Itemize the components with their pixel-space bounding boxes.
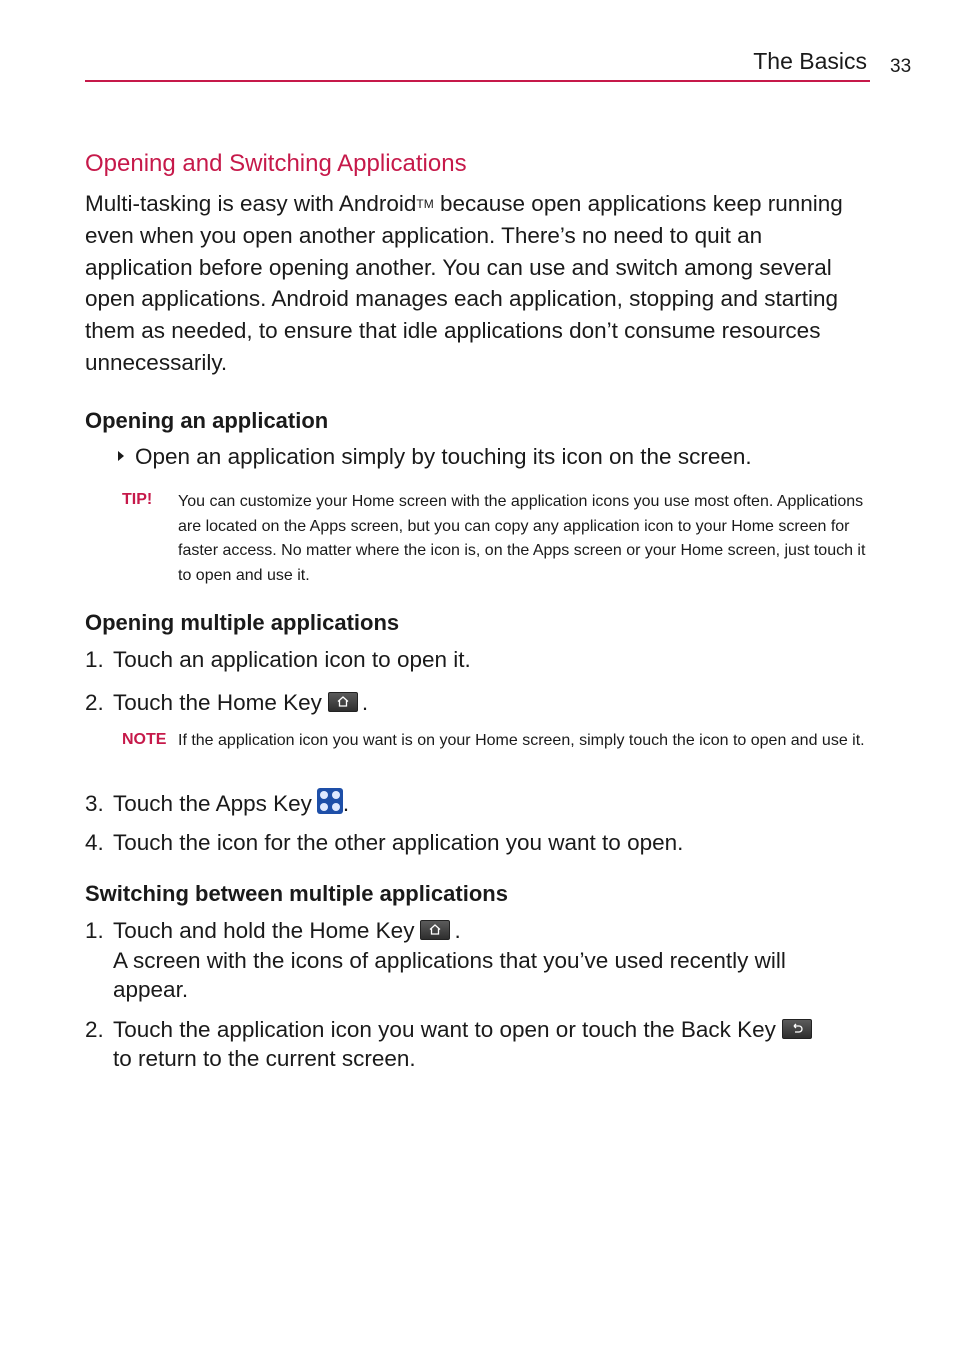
apps-key-icon	[317, 788, 343, 814]
back-key-label: Back Key	[680, 1017, 776, 1042]
step-punct: .	[361, 690, 369, 715]
running-header: The Basics	[753, 48, 867, 74]
step-punct: .	[342, 791, 350, 816]
step-text: Touch the icon for the other application you want to open.	[113, 830, 684, 855]
step-continuation: to return to the current screen.	[113, 1046, 416, 1071]
home-key-label: Home Key	[309, 918, 415, 943]
step-number: 1.	[85, 647, 104, 672]
intro-paragraph	[85, 188, 875, 379]
back-key-icon	[782, 1019, 812, 1039]
apps-key-label: Apps Key	[215, 791, 312, 816]
triangle-bullet-icon	[118, 451, 124, 461]
multi-step-1	[85, 645, 471, 675]
bullet-item	[118, 442, 752, 472]
step-text: Touch the	[113, 791, 216, 816]
trademark-mark: TM	[416, 197, 434, 211]
heading-switching: Switching between multiple applications	[85, 881, 508, 906]
switch-step-2	[85, 1015, 816, 1071]
step-number: 3.	[85, 791, 104, 816]
heading-opening-multiple: Opening multiple applications	[85, 610, 400, 635]
step-number: 2.	[85, 690, 104, 715]
page-number: 33	[890, 56, 912, 77]
header-rule	[85, 80, 870, 82]
step-punct: .	[454, 918, 461, 943]
multi-step-4	[85, 828, 683, 858]
tip-text: You can customize your Home screen with the application icons you use most often. Applications are located on the Apps screen, but you can copy any application icon to your Home screen for faster access. No matter where the icon is, on the Apps screen or your Home screen, just touch it to open and use it.	[178, 493, 866, 584]
home-key-label: Home Key	[216, 690, 322, 715]
step-text: Touch the	[113, 690, 217, 715]
step-number: 4.	[85, 830, 104, 855]
multi-step-3	[85, 789, 349, 819]
tip-label: TIP!	[122, 491, 153, 508]
intro-text-start: Multi-tasking is easy with Android	[85, 191, 417, 216]
multi-step-2	[85, 688, 368, 718]
intro-text-rest: because open applications keep running even when you open another application. There’s no need to quit an application before opening another. You can use and switch among several open applications. Android manages each application, stopping and starting them as needed, to ensure that idle applications don’t consume resources unnecessarily.	[85, 191, 843, 375]
step-text: Touch the application icon you want to open or touch the	[113, 1017, 681, 1042]
bullet-text: Open an application simply by touching its icon on the screen.	[135, 444, 752, 469]
switch-step-1	[85, 916, 786, 1002]
step-continuation: A screen with the icons of applications that you’ve used recently will	[113, 948, 786, 973]
step-text: Touch an application icon to open it.	[113, 647, 471, 672]
home-key-icon	[420, 920, 450, 940]
home-key-icon	[328, 692, 358, 712]
section-title: Opening and Switching Applications	[85, 150, 467, 177]
heading-opening-application: Opening an application	[85, 408, 329, 433]
step-continuation: appear.	[113, 977, 189, 1002]
step-text: Touch and hold the	[113, 918, 310, 943]
note-text: If the application icon you want is on your Home screen, simply touch the icon to open and use it.	[178, 732, 865, 749]
step-number: 1.	[85, 918, 104, 943]
note-label: NOTE	[122, 731, 167, 748]
step-number: 2.	[85, 1017, 104, 1042]
